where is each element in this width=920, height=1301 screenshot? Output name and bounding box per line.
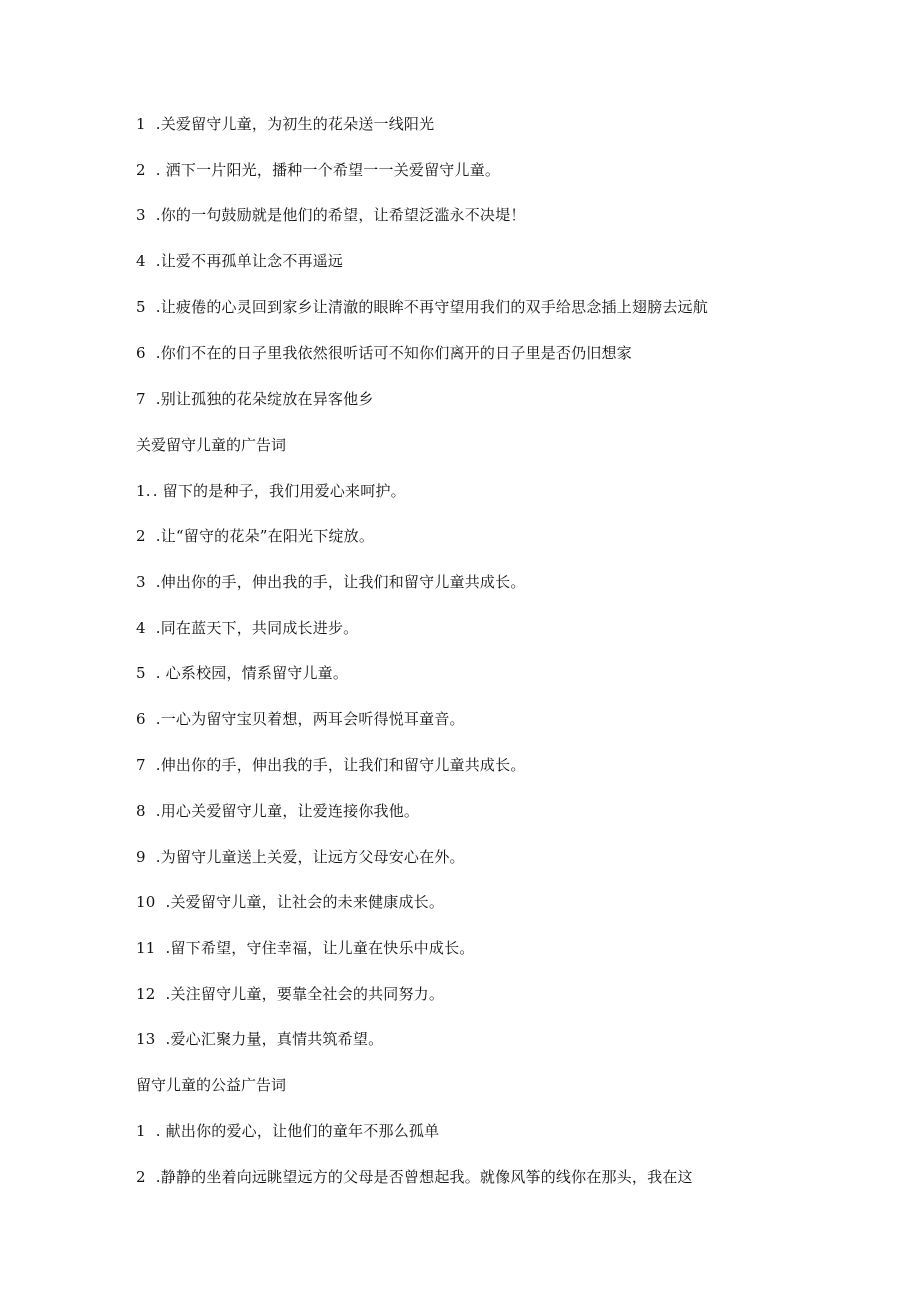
item-number: 2 xyxy=(136,161,146,179)
list-item xyxy=(136,1121,439,1141)
item-number: 4 xyxy=(136,252,146,270)
item-number: 3 xyxy=(136,573,146,591)
list-item xyxy=(136,618,358,638)
section-heading: 留守儿童的公益广告词 xyxy=(136,1076,287,1094)
item-text: .关注留守儿童，要靠全社会的共同努力。 xyxy=(165,985,445,1003)
item-text: .留下希望，守住幸福，让儿童在快乐中成长。 xyxy=(165,939,475,957)
item-number: 4 xyxy=(136,619,146,637)
list-item xyxy=(136,801,419,821)
list-item xyxy=(136,892,444,912)
item-text: .别让孤独的花朵绽放在异客他乡 xyxy=(155,390,374,408)
item-number: 8 xyxy=(136,802,146,820)
list-item xyxy=(136,938,474,958)
list-item xyxy=(136,343,632,363)
item-number: 13 xyxy=(136,1030,156,1048)
item-text: .你们不在的日子里我依然很听话可不知你们离开的日子里是否仍旧想家 xyxy=(155,344,632,362)
list-item xyxy=(136,205,526,225)
item-number: 1. xyxy=(136,482,151,500)
item-text: . 献出你的爱心，让他们的童年不那么孤单 xyxy=(155,1122,440,1140)
item-text: .让疲倦的心灵回到家乡让清澈的眼眸不再守望用我们的双手给思念插上翅膀去远航 xyxy=(155,298,708,316)
list-item xyxy=(136,160,500,180)
item-text: .关爱留守儿童，为初生的花朵送一线阳光 xyxy=(155,115,435,133)
item-number: 6 xyxy=(136,710,146,728)
item-text: . 留下的是种子，我们用爱心来呵护。 xyxy=(152,482,406,500)
item-text: .同在蓝天下，共同成长进步。 xyxy=(155,619,359,637)
item-text: .用心关爱留守儿童，让爱连接你我他。 xyxy=(155,802,420,820)
list-item xyxy=(136,526,374,546)
item-number: 9 xyxy=(136,848,146,866)
item-text: .让爱不再孤单让念不再遥远 xyxy=(155,252,344,270)
list-item xyxy=(136,251,343,271)
list-item xyxy=(136,297,708,317)
item-text: .为留守儿童送上关爱，让远方父母安心在外。 xyxy=(155,848,465,866)
item-number: 5 xyxy=(136,664,146,682)
item-text: .伸出你的手，伸出我的手，让我们和留守儿童共成长。 xyxy=(155,573,526,591)
item-text: .关爱留守儿童，让社会的未来健康成长。 xyxy=(165,893,445,911)
item-text: .你的一句鼓励就是他们的希望，让希望泛滥永不决堤！ xyxy=(155,206,526,224)
item-text: .伸出你的手，伸出我的手，让我们和留守儿童共成长。 xyxy=(155,756,526,774)
item-number: 5 xyxy=(136,298,146,316)
list-item xyxy=(136,709,465,729)
item-number: 2 xyxy=(136,1168,146,1186)
list-item xyxy=(136,1167,693,1187)
item-text: . 洒下一片阳光，播种一个希望一一关爱留守儿童。 xyxy=(155,161,501,179)
item-text: .爱心汇聚力量，真情共筑希望。 xyxy=(165,1030,384,1048)
list-item xyxy=(136,1029,383,1049)
item-number: 3 xyxy=(136,206,146,224)
item-text: .让“留守的花朵”在阳光下绽放。 xyxy=(155,527,375,545)
item-text: .静静的坐着向远眺望远方的父母是否曾想起我。就像风筝的线你在那头，我在这 xyxy=(155,1168,693,1186)
item-number: 7 xyxy=(136,390,146,408)
list-item xyxy=(136,389,374,409)
item-number: 1 xyxy=(136,1122,146,1140)
item-number: 10 xyxy=(136,893,156,911)
item-number: 12 xyxy=(136,985,156,1003)
item-text: .一心为留守宝贝着想，两耳会听得悦耳童音。 xyxy=(155,710,465,728)
item-number: 6 xyxy=(136,344,146,362)
item-number: 7 xyxy=(136,756,146,774)
item-text: . 心系校园，情系留守儿童。 xyxy=(155,664,349,682)
item-number: 11 xyxy=(136,939,156,957)
item-number: 2 xyxy=(136,527,146,545)
item-number: 1 xyxy=(136,115,146,133)
list-item xyxy=(136,481,406,501)
list-item xyxy=(136,572,526,592)
list-item xyxy=(136,663,348,683)
list-item xyxy=(136,847,465,867)
section-heading: 关爱留守儿童的广告词 xyxy=(136,436,287,454)
list-item xyxy=(136,114,434,134)
list-item xyxy=(136,984,444,1004)
list-item xyxy=(136,755,526,775)
